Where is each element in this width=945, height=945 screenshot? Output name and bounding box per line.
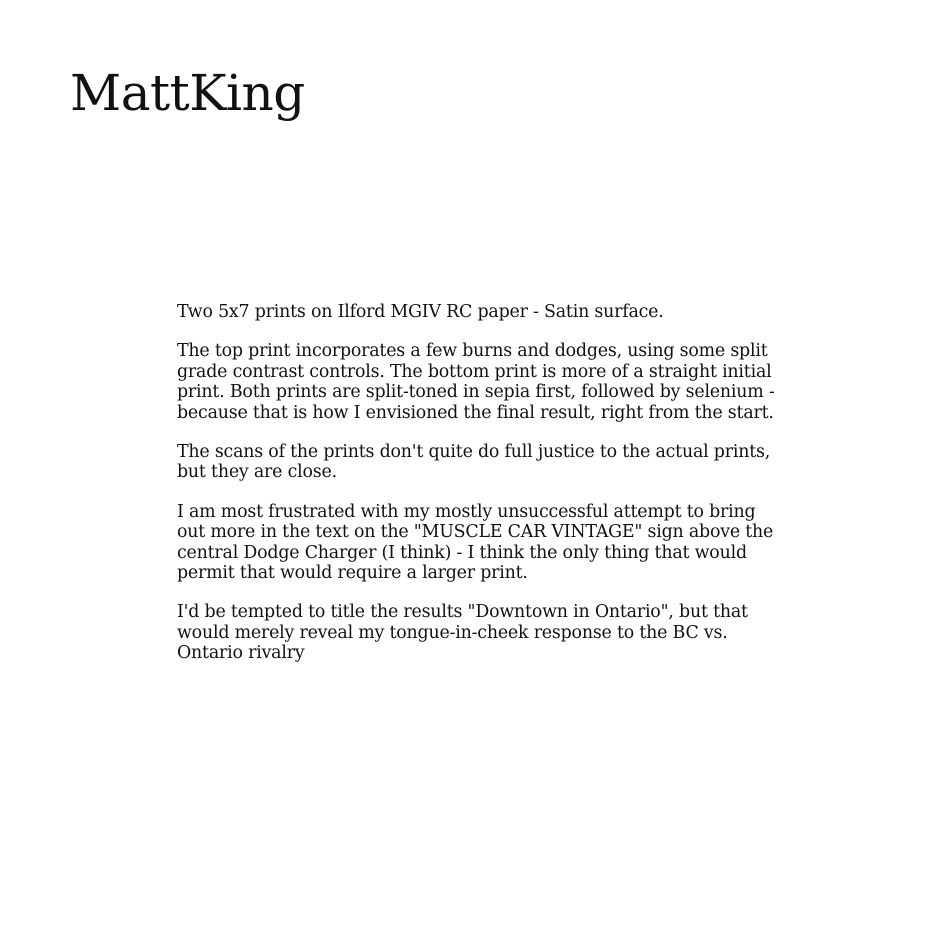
paragraph-2: The top print incorporates a few burns and dodges, using some split grade contrast controls. The bottom print is more of a straight initial print. Both prints are split-toned in sepia first, followed by selenium - because that is how I envisioned the final result, right from the start. (177, 341, 775, 423)
paragraph-1: Two 5x7 prints on Ilford MGIV RC paper - Satin surface. (177, 302, 664, 322)
author-name: MattKing (70, 64, 305, 122)
paragraph-5: I'd be tempted to title the results "Downtown in Ontario", but that would merely reveal my tongue-in-cheek response to the BC vs. Ontario rivalry (177, 602, 748, 664)
paragraph-4: I am most frustrated with my mostly unsuccessful attempt to bring out more in the text on the "MUSCLE CAR VINTAGE" sign above the central Dodge Charger (I think) - I think the only thing that would permit that would require a larger print. (177, 501, 774, 584)
post-body (177, 302, 777, 683)
paragraph-3: The scans of the prints don't quite do full justice to the actual prints, but they are close. (177, 442, 771, 483)
